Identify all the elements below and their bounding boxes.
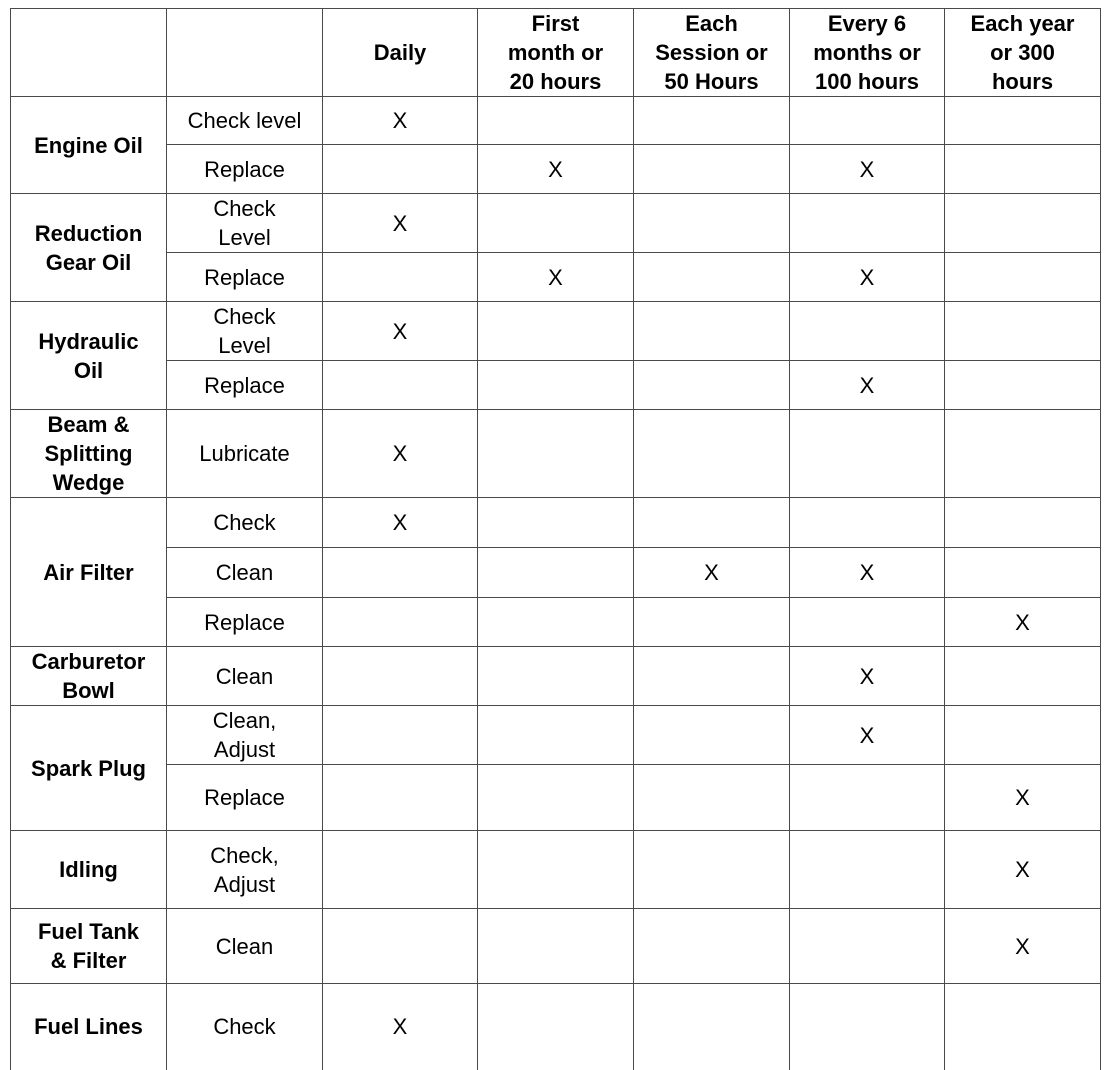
schedule-mark-cell xyxy=(634,598,790,647)
schedule-mark-cell xyxy=(478,194,634,253)
schedule-mark-cell xyxy=(790,598,945,647)
schedule-mark-cell xyxy=(790,498,945,548)
category-cell: Carburetor Bowl xyxy=(11,647,167,706)
schedule-mark-cell xyxy=(634,647,790,706)
table-row xyxy=(11,909,1101,984)
schedule-mark-cell xyxy=(478,548,634,598)
schedule-mark-cell xyxy=(478,706,634,765)
task-cell: Clean xyxy=(167,647,323,706)
task-cell: Check Level xyxy=(167,194,323,253)
schedule-mark-cell: X xyxy=(945,765,1101,831)
table-row xyxy=(11,984,1101,1070)
task-cell: Lubricate xyxy=(167,410,323,498)
schedule-mark-cell xyxy=(634,765,790,831)
schedule-mark-cell xyxy=(323,598,478,647)
schedule-mark-cell: X xyxy=(323,984,478,1070)
category-cell: Beam & Splitting Wedge xyxy=(11,410,167,498)
schedule-mark-cell xyxy=(323,647,478,706)
schedule-mark-cell xyxy=(323,831,478,909)
task-cell: Replace xyxy=(167,253,323,302)
schedule-mark-cell: X xyxy=(945,598,1101,647)
schedule-mark-cell xyxy=(634,253,790,302)
header-cell: Every 6 months or 100 hours xyxy=(790,9,945,97)
task-cell: Check Level xyxy=(167,302,323,361)
schedule-mark-cell xyxy=(634,984,790,1070)
task-cell: Clean xyxy=(167,548,323,598)
header-cell xyxy=(11,9,167,97)
schedule-mark-cell xyxy=(790,194,945,253)
category-cell: Spark Plug xyxy=(11,706,167,831)
schedule-mark-cell xyxy=(323,361,478,410)
schedule-mark-cell xyxy=(478,598,634,647)
table-body xyxy=(11,97,1101,1070)
schedule-mark-cell: X xyxy=(790,361,945,410)
schedule-mark-cell xyxy=(323,765,478,831)
schedule-mark-cell xyxy=(323,706,478,765)
table-row xyxy=(11,194,1101,253)
schedule-mark-cell xyxy=(323,548,478,598)
table-row xyxy=(11,706,1101,765)
category-cell: Fuel Lines xyxy=(11,984,167,1070)
schedule-mark-cell xyxy=(945,361,1101,410)
schedule-mark-cell xyxy=(634,909,790,984)
table-row xyxy=(11,831,1101,909)
task-cell: Replace xyxy=(167,765,323,831)
schedule-mark-cell: X xyxy=(323,97,478,145)
schedule-mark-cell xyxy=(790,909,945,984)
task-cell: Check level xyxy=(167,97,323,145)
task-cell: Replace xyxy=(167,145,323,194)
table-row xyxy=(11,598,1101,647)
schedule-mark-cell: X xyxy=(790,253,945,302)
table-row xyxy=(11,145,1101,194)
schedule-mark-cell xyxy=(478,765,634,831)
schedule-mark-cell xyxy=(634,831,790,909)
schedule-mark-cell xyxy=(945,647,1101,706)
schedule-mark-cell xyxy=(478,909,634,984)
schedule-mark-cell xyxy=(634,145,790,194)
schedule-mark-cell xyxy=(634,498,790,548)
task-cell: Clean, Adjust xyxy=(167,706,323,765)
header-cell xyxy=(167,9,323,97)
schedule-mark-cell: X xyxy=(790,548,945,598)
table-row xyxy=(11,765,1101,831)
schedule-mark-cell xyxy=(478,302,634,361)
schedule-mark-cell xyxy=(945,302,1101,361)
schedule-mark-cell xyxy=(323,253,478,302)
table-row xyxy=(11,302,1101,361)
schedule-mark-cell xyxy=(945,548,1101,598)
schedule-mark-cell xyxy=(478,97,634,145)
task-cell: Clean xyxy=(167,909,323,984)
schedule-mark-cell xyxy=(634,194,790,253)
schedule-mark-cell xyxy=(478,647,634,706)
table-row xyxy=(11,253,1101,302)
schedule-mark-cell: X xyxy=(634,548,790,598)
category-cell: Hydraulic Oil xyxy=(11,302,167,410)
schedule-mark-cell xyxy=(945,97,1101,145)
schedule-mark-cell xyxy=(945,194,1101,253)
task-cell: Replace xyxy=(167,361,323,410)
category-cell: Engine Oil xyxy=(11,97,167,194)
schedule-mark-cell xyxy=(478,831,634,909)
schedule-mark-cell xyxy=(790,302,945,361)
schedule-mark-cell xyxy=(634,706,790,765)
schedule-mark-cell xyxy=(945,706,1101,765)
schedule-mark-cell: X xyxy=(323,498,478,548)
task-cell: Replace xyxy=(167,598,323,647)
schedule-mark-cell xyxy=(634,410,790,498)
header-cell: First month or 20 hours xyxy=(478,9,634,97)
schedule-mark-cell: X xyxy=(323,410,478,498)
schedule-mark-cell xyxy=(323,909,478,984)
schedule-mark-cell: X xyxy=(790,145,945,194)
schedule-mark-cell xyxy=(790,765,945,831)
schedule-mark-cell xyxy=(478,984,634,1070)
schedule-mark-cell xyxy=(945,253,1101,302)
schedule-mark-cell xyxy=(945,984,1101,1070)
header-cell: Each Session or 50 Hours xyxy=(634,9,790,97)
schedule-mark-cell: X xyxy=(478,253,634,302)
schedule-mark-cell: X xyxy=(945,909,1101,984)
schedule-mark-cell xyxy=(478,498,634,548)
schedule-mark-cell: X xyxy=(478,145,634,194)
schedule-mark-cell xyxy=(945,498,1101,548)
schedule-mark-cell: X xyxy=(790,647,945,706)
header-row xyxy=(11,9,1101,97)
category-cell: Fuel Tank & Filter xyxy=(11,909,167,984)
category-cell: Reduction Gear Oil xyxy=(11,194,167,302)
maintenance-schedule-table xyxy=(10,8,1101,1070)
schedule-mark-cell: X xyxy=(790,706,945,765)
schedule-mark-cell xyxy=(945,410,1101,498)
schedule-mark-cell xyxy=(790,97,945,145)
schedule-mark-cell: X xyxy=(945,831,1101,909)
schedule-mark-cell xyxy=(634,361,790,410)
task-cell: Check xyxy=(167,984,323,1070)
table-row xyxy=(11,361,1101,410)
schedule-mark-cell xyxy=(790,831,945,909)
category-cell: Idling xyxy=(11,831,167,909)
schedule-mark-cell xyxy=(790,410,945,498)
schedule-mark-cell xyxy=(478,410,634,498)
header-cell: Daily xyxy=(323,9,478,97)
schedule-mark-cell xyxy=(790,984,945,1070)
table-row xyxy=(11,498,1101,548)
table-row xyxy=(11,647,1101,706)
task-cell: Check xyxy=(167,498,323,548)
schedule-mark-cell xyxy=(945,145,1101,194)
task-cell: Check, Adjust xyxy=(167,831,323,909)
schedule-mark-cell xyxy=(634,97,790,145)
schedule-mark-cell: X xyxy=(323,302,478,361)
table-row xyxy=(11,97,1101,145)
category-cell: Air Filter xyxy=(11,498,167,647)
table-row xyxy=(11,410,1101,498)
schedule-mark-cell: X xyxy=(323,194,478,253)
schedule-mark-cell xyxy=(634,302,790,361)
schedule-mark-cell xyxy=(478,361,634,410)
header-cell: Each year or 300 hours xyxy=(945,9,1101,97)
table-row xyxy=(11,548,1101,598)
schedule-mark-cell xyxy=(323,145,478,194)
